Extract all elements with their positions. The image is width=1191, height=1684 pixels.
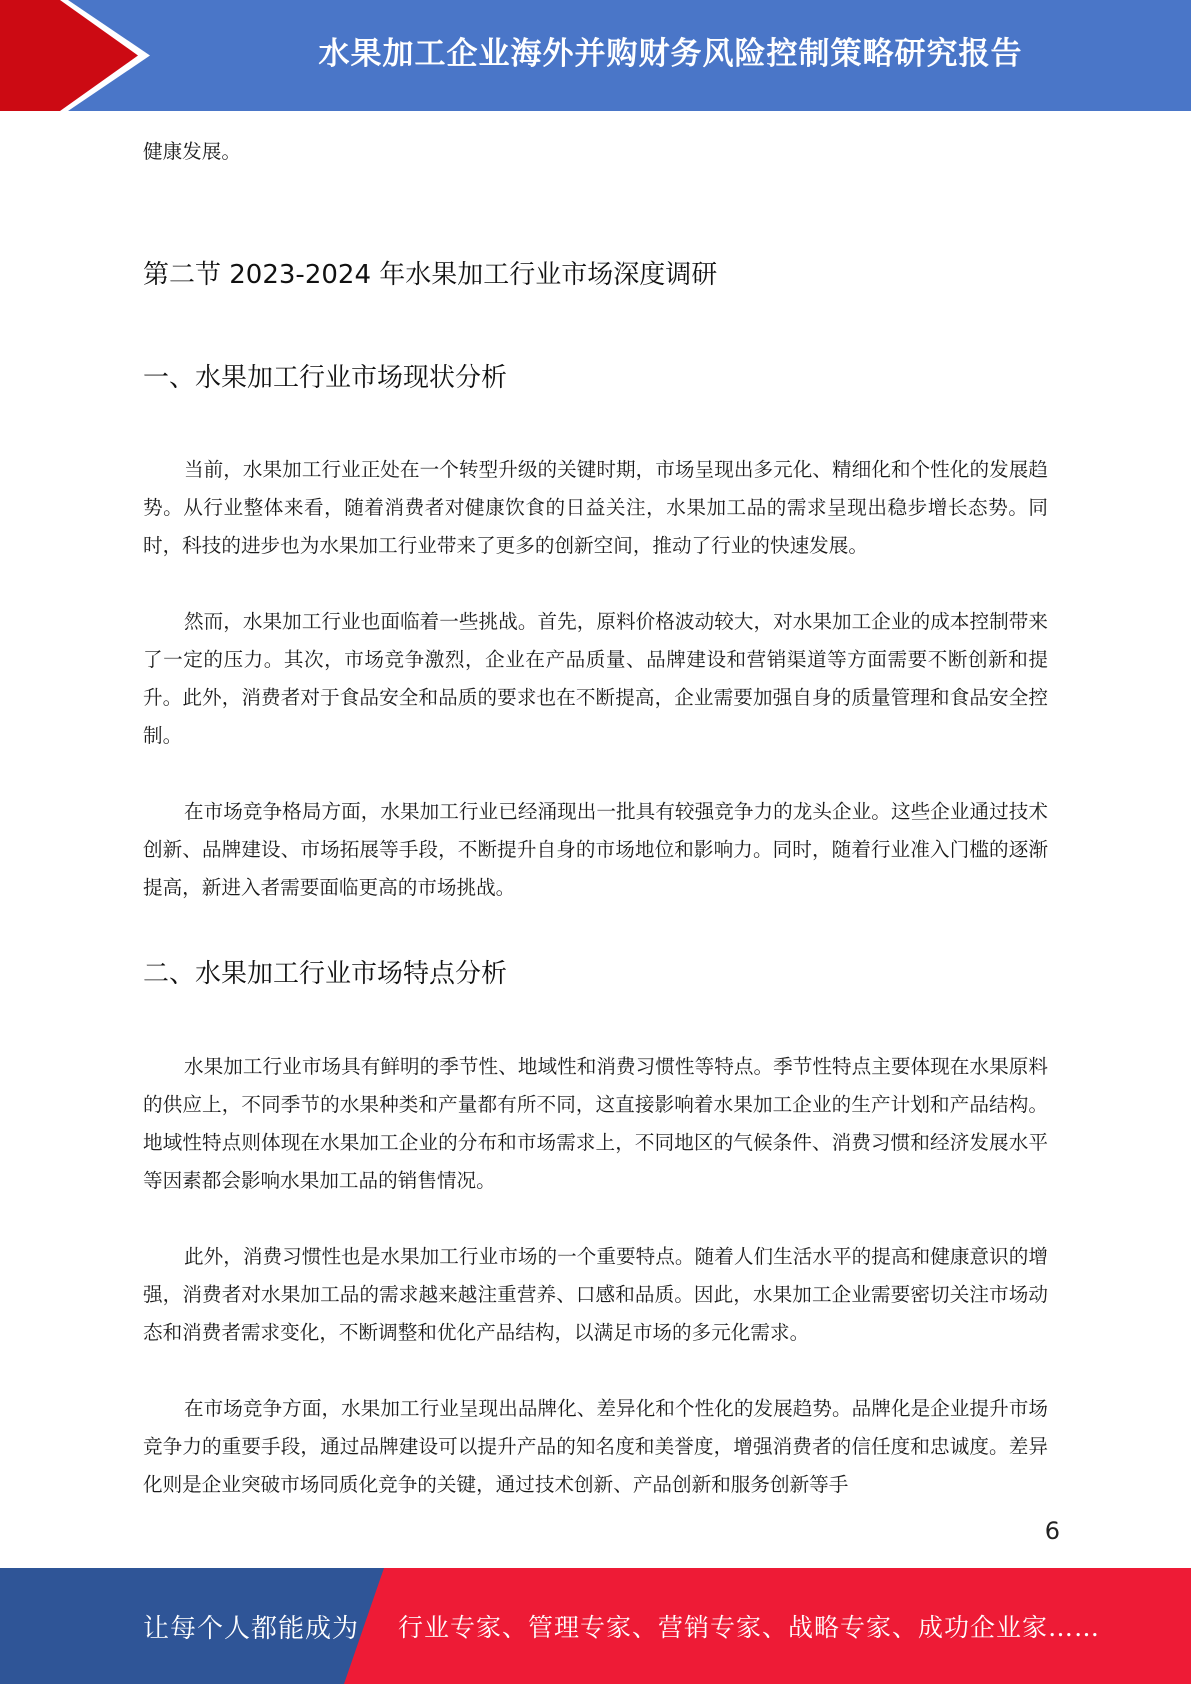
page-footer <box>0 1568 1191 1684</box>
footer-slogan-left: 让每个人都能成为 <box>143 1613 360 1644</box>
footer-slogan-right: 行业专家、管理专家、营销专家、战略专家、成功企业家…… <box>398 1613 1101 1642</box>
intro-tail-text: 健康发展。 <box>143 140 241 163</box>
subsection-heading-1: 一、水果加工行业市场现状分析 <box>143 363 508 393</box>
page-number: 6 <box>1044 1517 1060 1545</box>
header-arrow-decoration <box>0 0 160 111</box>
paragraph: 当前，水果加工行业正处在一个转型升级的关键时期，市场呈现出多元化、精细化和个性化的发展趋势。从行业整体来看，随着消费者对健康饮食的日益关注，水果加工品的需求呈现出稳步增长态势。同时，科技的进步也为水果加工行业带来了更多的创新空间，推动了行业的快速发展。 <box>143 458 1048 557</box>
paragraph: 在市场竞争方面，水果加工行业呈现出品牌化、差异化和个性化的发展趋势。品牌化是企业提升市场竞争力的重要手段，通过品牌建设可以提升产品的知名度和美誉度，增强消费者的信任度和忠诚度。差异化则是企业突破市场同质化竞争的关键，通过技术创新、产品创新和服务创新等手 <box>143 1397 1048 1496</box>
report-title: 水果加工企业海外并购财务风险控制策略研究报告 <box>318 35 1023 72</box>
paragraph: 水果加工行业市场具有鲜明的季节性、地域性和消费习惯性等特点。季节性特点主要体现在水果原料的供应上，不同季节的水果种类和产量都有所不同，这直接影响着水果加工企业的生产计划和产品结构。地域性特点则体现在水果加工企业的分布和市场需求上，不同地区的气候条件、消费习惯和经济发展水平等因素都会影响水果加工品的销售情况。 <box>143 1055 1048 1192</box>
paragraph: 此外，消费习惯性也是水果加工行业市场的一个重要特点。随着人们生活水平的提高和健康意识的增强，消费者对水果加工品的需求越来越注重营养、口感和品质。因此，水果加工企业需要密切关注市场动态和消费者需求变化，不断调整和优化产品结构，以满足市场的多元化需求。 <box>143 1245 1048 1344</box>
paragraph: 然而，水果加工行业也面临着一些挑战。首先，原料价格波动较大，对水果加工企业的成本控制带来了一定的压力。其次，市场竞争激烈，企业在产品质量、品牌建设和营销渠道等方面需要不断创新和提升。此外，消费者对于食品安全和品质的要求也在不断提高，企业需要加强自身的质量管理和食品安全控制。 <box>143 610 1048 747</box>
paragraph: 在市场竞争格局方面，水果加工行业已经涌现出一批具有较强竞争力的龙头企业。这些企业通过技术创新、品牌建设、市场拓展等手段，不断提升自身的市场地位和影响力。同时，随着行业准入门槛的逐渐提高，新进入者需要面临更高的市场挑战。 <box>143 800 1048 899</box>
section-heading: 第二节 2023-2024 年水果加工行业市场深度调研 <box>143 260 718 290</box>
subsection-heading-2: 二、水果加工行业市场特点分析 <box>143 959 508 989</box>
page-header <box>0 0 1191 111</box>
